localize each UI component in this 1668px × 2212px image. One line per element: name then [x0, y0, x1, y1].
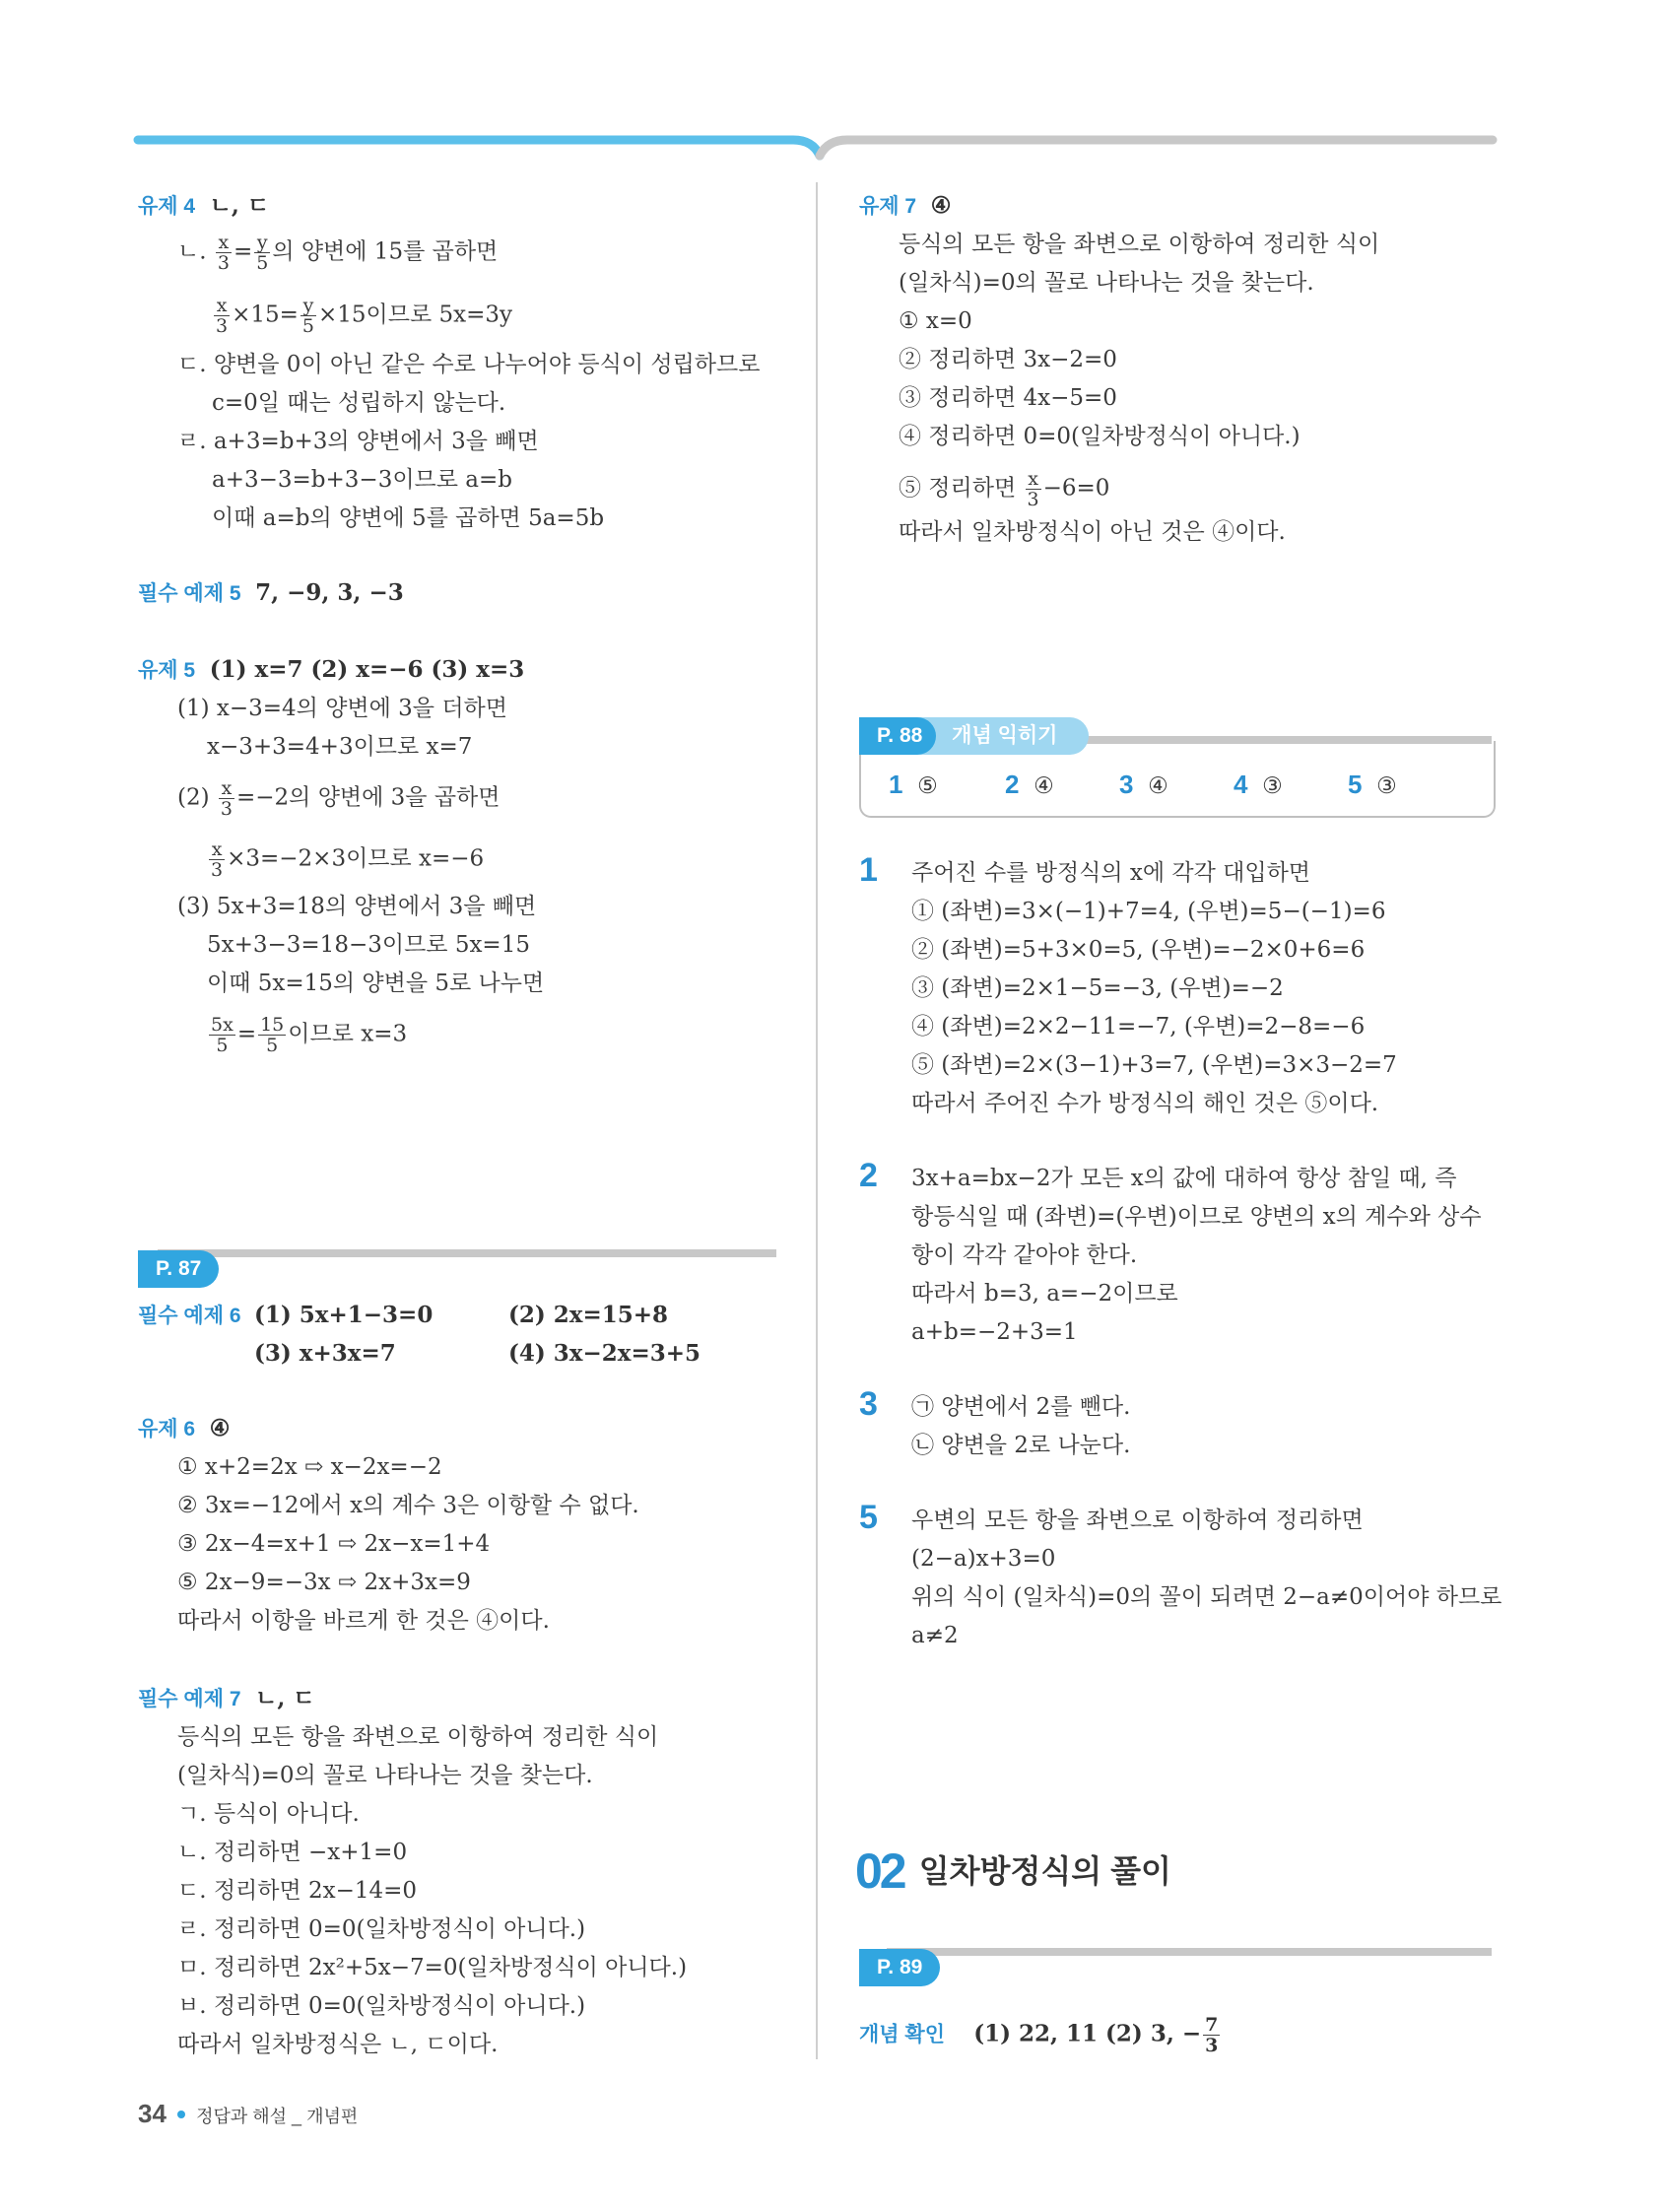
yuje7-answer: ④: [930, 192, 952, 219]
text-line: 따라서 이항을 바르게 한 것은 ④이다.: [177, 1608, 550, 1634]
fraction: $\frac{x}{3}$: [216, 295, 229, 337]
text-line: 등식의 모든 항을 좌변으로 이항하여 정리한 식이: [899, 232, 1380, 257]
text-line: ㄹ. a+3=b+3의 양변에서 3을 빼면: [177, 429, 539, 454]
p87-badge: P. 87: [138, 1250, 219, 1288]
pil7-answer: ㄴ, ㄷ: [255, 1685, 315, 1711]
text-line: ㉠ 양변에서 2를 뺀다.: [911, 1394, 1131, 1420]
text-line: 주어진 수를 방정식의 x에 각각 대입하면: [911, 860, 1311, 886]
text-line: ② 정리하면 3x−2=0: [899, 347, 1117, 372]
footer-dot: [177, 2111, 185, 2118]
text-line: 따라서 주어진 수가 방정식의 해인 것은 ⑤이다.: [911, 1091, 1379, 1116]
answer-item: 2 ④: [1005, 770, 1054, 799]
text-line: 항등식일 때 (좌변)=(우변)이므로 양변의 x의 계수와 상수: [911, 1204, 1482, 1230]
text-line: ㅂ. 정리하면 0=0(일차방정식이 아니다.): [177, 1993, 586, 2019]
concept-answer: (1) 22, 11 (2) 3, −: [973, 2020, 1202, 2047]
pil6-answer-2: (2) 2x=15+8: [508, 1302, 669, 1328]
p88-badge: [859, 717, 1089, 755]
text-line: a≠2: [911, 1623, 959, 1648]
yuje4-answer: ㄴ, ㄷ: [209, 192, 270, 219]
text-line: (일차식)=0의 꼴로 나타나는 것을 찾는다.: [177, 1763, 593, 1788]
section-title: 일차방정식의 풀이: [918, 1853, 1171, 1889]
text-line: ㄴ. 정리하면 −x+1=0: [177, 1840, 408, 1865]
footer-text: 정답과 해설 _ 개념편: [196, 2107, 359, 2126]
text-line: x−3+3=4+3이므로 x=7: [207, 734, 473, 760]
text-line: 3x+a=bx−2가 모든 x의 값에 대하여 항상 참일 때, 즉: [911, 1166, 1457, 1191]
p88-label: P. 88: [859, 717, 936, 755]
text-line: ㄷ. 양변을 0이 아닌 같은 수로 나누어야 등식이 성립하므로: [177, 352, 761, 377]
fraction: $\frac{y}{5}$: [301, 295, 314, 337]
text-line: (1) x−3=4의 양변에 3을 더하면: [177, 696, 507, 721]
pil5-label: 필수 예제 5: [138, 582, 241, 605]
text-line: ㅁ. 정리하면 2x²+5x−7=0(일차방정식이 아니다.): [177, 1955, 688, 1980]
yuje7-label: 유제 7: [859, 195, 917, 218]
text-line: ① (좌변)=3×(−1)+7=4, (우변)=5−(−1)=6: [911, 899, 1386, 924]
concept-label: 개념 확인: [859, 2023, 945, 2046]
text-line: 항이 각각 같아야 한다.: [911, 1242, 1138, 1268]
text-line: ② (좌변)=5+3×0=5, (우변)=−2×0+6=6: [911, 937, 1366, 963]
text-line: 5x+3−3=18−3이므로 5x=15: [207, 932, 530, 958]
p87-rule: [158, 1249, 776, 1257]
text-line: 따라서 일차방정식은 ㄴ, ㄷ이다.: [177, 2032, 499, 2057]
text-line: ③ 정리하면 4x−5=0: [899, 385, 1117, 411]
text-line: ④ 정리하면 0=0(일차방정식이 아니다.): [899, 424, 1301, 449]
yuje6-label: 유제 6: [138, 1418, 196, 1441]
text-line: ⑤ 2x−9=−3x ⇨ 2x+3x=9: [177, 1570, 471, 1595]
solution-number: 1: [859, 851, 878, 889]
fraction: $\frac{5x}{5}$: [211, 1014, 234, 1056]
p88-answers: [889, 769, 1480, 808]
text-line: ③ (좌변)=2×1−5=−3, (우변)=−2: [911, 975, 1284, 1001]
text-line: 등식의 모든 항을 좌변으로 이항하여 정리한 식이: [177, 1724, 659, 1750]
pil7-label: 필수 예제 7: [138, 1688, 241, 1710]
p88-title: 개념 익히기: [952, 724, 1058, 747]
fraction: $\frac{x}{3}$: [211, 838, 224, 881]
solution-number: 3: [859, 1385, 878, 1423]
answer-item: 1 ⑤: [889, 770, 938, 799]
solution-number: 5: [859, 1499, 878, 1536]
fraction: $\frac{x}{3}$: [220, 777, 233, 820]
text-line: c=0일 때는 성립하지 않는다.: [212, 390, 506, 416]
text-line: 이때 a=b의 양변에 5를 곱하면 5a=5b: [212, 505, 605, 531]
p89-badge: P. 89: [859, 1949, 940, 1986]
fraction: $\frac{y}{5}$: [256, 232, 269, 274]
yuje5-answer: (1) x=7 (2) x=−6 (3) x=3: [209, 656, 525, 683]
answer-item: 5 ③: [1348, 770, 1397, 799]
text-line: ㄷ. 정리하면 2x−14=0: [177, 1878, 418, 1904]
text-line: ① x+2=2x ⇨ x−2x=−2: [177, 1454, 442, 1480]
text-line: (3) 5x+3=18의 양변에서 3을 빼면: [177, 894, 537, 919]
p88-rule: [1064, 736, 1492, 744]
text-line: a+3−3=b+3−3이므로 a=b: [212, 467, 512, 493]
yuje4-label: 유제 4: [138, 195, 196, 218]
column-divider: [816, 182, 818, 2059]
text-line: ×15=: [232, 302, 299, 328]
fraction: $\frac{15}{5}$: [260, 1014, 285, 1056]
section-heading: [855, 1843, 1171, 1902]
text-line: ㄴ.: [177, 238, 214, 265]
fraction: $\frac{x}{3}$: [1027, 468, 1039, 510]
answer-item: 4 ③: [1234, 770, 1283, 799]
yuje6-answer: ④: [209, 1415, 231, 1441]
answer-item: 3 ④: [1119, 770, 1168, 799]
footer: [138, 2099, 358, 2129]
pil6-answer-3: (3) x+3x=7: [254, 1340, 396, 1367]
text-line: ⑤ (좌변)=2×(3−1)+3=7, (우변)=3×3−2=7: [911, 1052, 1397, 1078]
text-line: ① x=0: [899, 308, 972, 334]
p89-rule: [887, 1948, 1492, 1956]
fraction: $\frac{7}{3}$: [1205, 2014, 1219, 2056]
solution-number: 2: [859, 1157, 878, 1194]
pil5-answer: 7, −9, 3, −3: [255, 579, 404, 606]
text-line: ㉡ 양변을 2로 나눈다.: [911, 1433, 1131, 1458]
text-line: ㄱ. 등식이 아니다.: [177, 1801, 360, 1827]
section-number: 02: [855, 1843, 904, 1899]
text-line: a+b=−2+3=1: [911, 1319, 1078, 1345]
page-number: 34: [138, 2099, 167, 2128]
yuje5-label: 유제 5: [138, 659, 196, 682]
text-line: 의 양변에 15를 곱하면: [272, 238, 499, 265]
text-line: 위의 식이 (일차식)=0의 꼴이 되려면 2−a≠0이어야 하므로: [911, 1584, 1502, 1610]
text-line: (2−a)x+3=0: [911, 1546, 1056, 1572]
text-line: ×15이므로 5x=3y: [318, 302, 513, 328]
text-line: ② 3x=−12에서 x의 계수 3은 이항할 수 없다.: [177, 1493, 639, 1518]
header-decoration: [0, 0, 1668, 197]
fraction: $\frac{x}{3}$: [217, 232, 230, 274]
pil6-label: 필수 예제 6: [138, 1305, 241, 1327]
text-line: ㄹ. 정리하면 0=0(일차방정식이 아니다.): [177, 1916, 586, 1942]
text-line: 우변의 모든 항을 좌변으로 이항하여 정리하면: [911, 1508, 1364, 1533]
text-line: 따라서 b=3, a=−2이므로: [911, 1281, 1178, 1307]
text-line: 따라서 일차방정식이 아닌 것은 ④이다.: [899, 519, 1286, 545]
text-line: 이때 5x=15의 양변을 5로 나누면: [207, 971, 545, 996]
text-line: ④ (좌변)=2×2−11=−7, (우변)=2−8=−6: [911, 1014, 1366, 1039]
text-line: ③ 2x−4=x+1 ⇨ 2x−x=1+4: [177, 1531, 491, 1557]
pil6-answer-4: (4) 3x−2x=3+5: [508, 1340, 701, 1367]
text-line: (일차식)=0의 꼴로 나타나는 것을 찾는다.: [899, 270, 1314, 296]
pil6-answer-1: (1) 5x+1−3=0: [254, 1302, 434, 1328]
